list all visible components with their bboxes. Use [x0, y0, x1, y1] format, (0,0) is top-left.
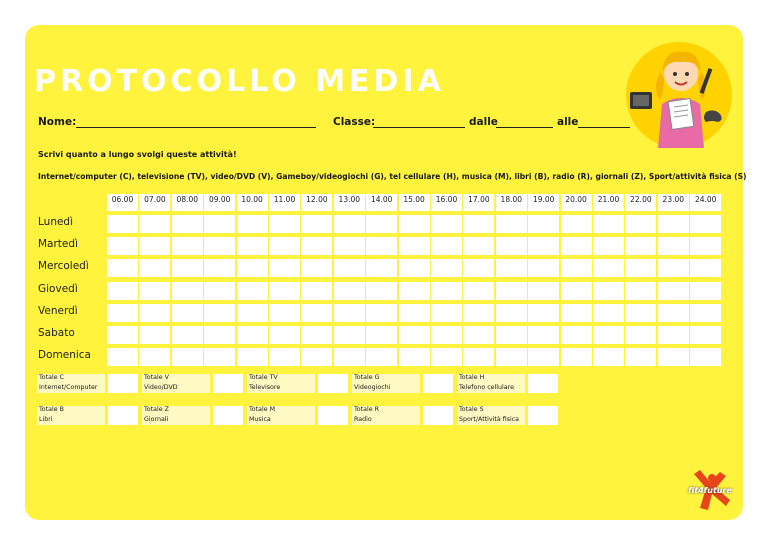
schedule-cell[interactable]	[139, 237, 170, 255]
schedule-cell[interactable]	[139, 282, 170, 300]
total-label	[37, 406, 105, 425]
to-field[interactable]	[578, 127, 630, 128]
hour-header: 19.00	[528, 194, 559, 211]
schedule-cell[interactable]	[172, 215, 203, 233]
total-title: Totale R	[354, 406, 379, 413]
hour-header: 15.00	[399, 194, 430, 211]
total-label	[352, 374, 420, 393]
hour-header: 22.00	[625, 194, 656, 211]
schedule-cell[interactable]	[561, 259, 592, 277]
schedule-cell[interactable]	[301, 215, 332, 233]
schedule-cell[interactable]	[431, 282, 462, 300]
schedule-cell[interactable]	[658, 282, 689, 300]
from-field[interactable]	[496, 127, 553, 128]
total-label	[142, 374, 210, 393]
total-label	[457, 374, 525, 393]
schedule-cell[interactable]	[561, 215, 592, 233]
schedule-cell[interactable]	[528, 282, 559, 300]
schedule-cell[interactable]	[496, 282, 527, 300]
mascot-illustration	[626, 42, 732, 148]
hour-header: 11.00	[269, 194, 300, 211]
total-subtitle: Internet/Computer	[39, 384, 98, 391]
schedule-cell[interactable]	[463, 326, 494, 344]
schedule-cell[interactable]	[561, 237, 592, 255]
schedule-cell[interactable]	[463, 282, 494, 300]
schedule-cell[interactable]	[658, 259, 689, 277]
day-label: Giovedì	[38, 282, 78, 295]
schedule-cell[interactable]	[334, 215, 365, 233]
schedule-cell[interactable]	[496, 215, 527, 233]
schedule-cell[interactable]	[334, 282, 365, 300]
schedule-cell[interactable]	[139, 259, 170, 277]
schedule-cell[interactable]	[172, 259, 203, 277]
schedule-cell[interactable]	[204, 237, 235, 255]
schedule-cell[interactable]	[366, 304, 397, 322]
schedule-cell[interactable]	[431, 326, 462, 344]
schedule-cell[interactable]	[625, 259, 656, 277]
schedule-cell[interactable]	[204, 326, 235, 344]
schedule-cell[interactable]	[463, 259, 494, 277]
schedule-cell[interactable]	[269, 348, 300, 366]
day-label: Sabato	[38, 327, 75, 339]
schedule-cell[interactable]	[593, 237, 624, 255]
total-label	[142, 406, 210, 425]
schedule-cell[interactable]	[496, 237, 527, 255]
schedule-cell[interactable]	[366, 282, 397, 300]
hour-header: 21.00	[593, 194, 624, 211]
schedule-cell[interactable]	[139, 215, 170, 233]
schedule-cell[interactable]	[625, 304, 656, 322]
schedule-cell[interactable]	[107, 304, 138, 322]
schedule-cell[interactable]	[658, 215, 689, 233]
schedule-cell[interactable]	[496, 348, 527, 366]
total-label	[247, 374, 315, 393]
schedule-cell[interactable]	[399, 326, 430, 344]
schedule-cell[interactable]	[593, 348, 624, 366]
schedule-cell[interactable]	[237, 282, 268, 300]
schedule-cell[interactable]	[593, 282, 624, 300]
schedule-cell[interactable]	[528, 237, 559, 255]
schedule-cell[interactable]	[431, 259, 462, 277]
schedule-cell[interactable]	[107, 326, 138, 344]
schedule-cell[interactable]	[431, 215, 462, 233]
schedule-cell[interactable]	[528, 304, 559, 322]
to-label: alle	[557, 116, 579, 128]
hour-header: 17.00	[463, 194, 494, 211]
schedule-cell[interactable]	[107, 282, 138, 300]
schedule-cell[interactable]	[496, 304, 527, 322]
schedule-cell[interactable]	[399, 215, 430, 233]
total-input-box[interactable]	[318, 406, 348, 425]
schedule-cell[interactable]	[690, 215, 721, 233]
hour-header: 06.00	[107, 194, 138, 211]
schedule-cell[interactable]	[204, 215, 235, 233]
schedule-cell[interactable]	[301, 237, 332, 255]
total-label	[37, 374, 105, 393]
schedule-cell[interactable]	[107, 215, 138, 233]
total-subtitle: Videogiochi	[354, 384, 391, 391]
total-subtitle: Giornali	[144, 416, 169, 423]
schedule-cell[interactable]	[301, 348, 332, 366]
total-title: Totale B	[39, 406, 64, 413]
schedule-cell[interactable]	[172, 348, 203, 366]
schedule-cell[interactable]	[625, 237, 656, 255]
hour-header: 07.00	[139, 194, 170, 211]
schedule-cell[interactable]	[107, 259, 138, 277]
schedule-cell[interactable]	[658, 348, 689, 366]
schedule-cell[interactable]	[107, 348, 138, 366]
schedule-cell[interactable]	[561, 326, 592, 344]
schedule-cell[interactable]	[625, 348, 656, 366]
total-subtitle: Telefono cellulare	[459, 384, 514, 391]
schedule-cell[interactable]	[463, 304, 494, 322]
schedule-cell[interactable]	[690, 326, 721, 344]
hour-header: 14.00	[366, 194, 397, 211]
schedule-cell[interactable]	[172, 304, 203, 322]
schedule-cell[interactable]	[269, 304, 300, 322]
schedule-cell[interactable]	[399, 237, 430, 255]
schedule-cell[interactable]	[204, 304, 235, 322]
hour-header: 18.00	[496, 194, 527, 211]
schedule-cell[interactable]	[431, 348, 462, 366]
schedule-cell[interactable]	[334, 259, 365, 277]
schedule-cell[interactable]	[463, 237, 494, 255]
schedule-cell[interactable]	[334, 348, 365, 366]
schedule-cell[interactable]	[237, 237, 268, 255]
hour-header: 16.00	[431, 194, 462, 211]
total-input-box[interactable]	[108, 374, 138, 393]
schedule-cell[interactable]	[690, 259, 721, 277]
schedule-cell[interactable]	[107, 237, 138, 255]
schedule-cell[interactable]	[690, 237, 721, 255]
total-title: Totale Z	[144, 406, 169, 413]
total-title: Totale V	[144, 374, 169, 381]
schedule-cell[interactable]	[334, 326, 365, 344]
schedule-cell[interactable]	[593, 215, 624, 233]
schedule-cell[interactable]	[269, 237, 300, 255]
schedule-cell[interactable]	[139, 326, 170, 344]
total-input-box[interactable]	[423, 374, 453, 393]
schedule-cell[interactable]	[301, 304, 332, 322]
total-subtitle: Televisore	[249, 384, 281, 391]
schedule-cell[interactable]	[334, 237, 365, 255]
logo-text: fit4future	[688, 486, 732, 495]
schedule-cell[interactable]	[269, 326, 300, 344]
total-input-box[interactable]	[213, 406, 243, 425]
schedule-cell[interactable]	[237, 326, 268, 344]
schedule-cell[interactable]	[561, 282, 592, 300]
total-subtitle: Radio	[354, 416, 372, 423]
schedule-cell[interactable]	[561, 348, 592, 366]
schedule-cell[interactable]	[269, 259, 300, 277]
hour-header: 09.00	[204, 194, 235, 211]
schedule-cell[interactable]	[463, 215, 494, 233]
total-title: Totale C	[39, 374, 64, 381]
schedule-cell[interactable]	[625, 326, 656, 344]
schedule-cell[interactable]	[593, 259, 624, 277]
schedule-cell[interactable]	[139, 304, 170, 322]
schedule-cell[interactable]	[334, 304, 365, 322]
hour-header: 10.00	[237, 194, 268, 211]
total-label	[457, 406, 525, 425]
schedule-cell[interactable]	[172, 326, 203, 344]
schedule-cell[interactable]	[139, 348, 170, 366]
schedule-cell[interactable]	[366, 348, 397, 366]
schedule-cell[interactable]	[366, 215, 397, 233]
total-subtitle: Sport/Attività fisica	[459, 416, 520, 423]
total-input-box[interactable]	[108, 406, 138, 425]
schedule-cell[interactable]	[366, 326, 397, 344]
schedule-cell[interactable]	[237, 259, 268, 277]
schedule-cell[interactable]	[593, 326, 624, 344]
schedule-cell[interactable]	[690, 304, 721, 322]
schedule-cell[interactable]	[528, 348, 559, 366]
schedule-cell[interactable]	[269, 282, 300, 300]
girl-with-devices-icon	[626, 42, 732, 148]
schedule-cell[interactable]	[625, 282, 656, 300]
schedule-cell[interactable]	[431, 237, 462, 255]
schedule-cell[interactable]	[301, 259, 332, 277]
class-field[interactable]	[373, 127, 465, 128]
hour-header: 12.00	[301, 194, 332, 211]
total-label	[352, 406, 420, 425]
total-subtitle: Libri	[39, 416, 53, 423]
fit4future-logo	[686, 468, 734, 516]
schedule-cell[interactable]	[561, 304, 592, 322]
schedule-cell[interactable]	[496, 326, 527, 344]
schedule-cell[interactable]	[301, 326, 332, 344]
total-input-box[interactable]	[213, 374, 243, 393]
schedule-cell[interactable]	[237, 304, 268, 322]
schedule-cell[interactable]	[593, 304, 624, 322]
schedule-cell[interactable]	[399, 348, 430, 366]
schedule-cell[interactable]	[690, 282, 721, 300]
total-subtitle: Musica	[249, 416, 271, 423]
hour-header: 23.00	[658, 194, 689, 211]
schedule-cell[interactable]	[690, 348, 721, 366]
schedule-cell[interactable]	[204, 348, 235, 366]
total-input-box[interactable]	[423, 406, 453, 425]
schedule-cell[interactable]	[269, 215, 300, 233]
total-input-box[interactable]	[528, 374, 558, 393]
schedule-cell[interactable]	[658, 326, 689, 344]
schedule-cell[interactable]	[237, 348, 268, 366]
schedule-cell[interactable]	[172, 237, 203, 255]
activity-legend: Internet/computer (C), televisione (TV), video/DVD (V), Gameboy/videogiochi (G), tel cellulare (H), musica (M), libri (B), radio (R), giornali (Z), Sport/attività fisica (S)	[38, 172, 747, 181]
schedule-cell[interactable]	[399, 282, 430, 300]
schedule-cell[interactable]	[237, 215, 268, 233]
total-title: Totale TV	[249, 374, 278, 381]
schedule-cell[interactable]	[204, 282, 235, 300]
total-input-box[interactable]	[528, 406, 558, 425]
hour-header: 08.00	[172, 194, 203, 211]
schedule-cell[interactable]	[625, 215, 656, 233]
day-label: Lunedì	[38, 216, 74, 228]
total-label	[247, 406, 315, 425]
name-field[interactable]	[76, 127, 316, 128]
total-input-box[interactable]	[318, 374, 348, 393]
hour-header: 13.00	[334, 194, 365, 211]
hour-header: 20.00	[561, 194, 592, 211]
total-title: Totale G	[354, 374, 380, 381]
schedule-cell[interactable]	[172, 282, 203, 300]
schedule-cell[interactable]	[366, 237, 397, 255]
class-label: Classe:	[333, 116, 376, 128]
schedule-cell[interactable]	[399, 259, 430, 277]
day-label: Domenica	[38, 349, 91, 362]
schedule-cell[interactable]	[658, 237, 689, 255]
schedule-cell[interactable]	[658, 304, 689, 322]
name-label: Nome:	[38, 116, 77, 128]
from-label: dalle	[469, 116, 498, 128]
day-label: Martedì	[38, 238, 78, 251]
day-label: Venerdì	[38, 304, 78, 317]
schedule-cell[interactable]	[496, 259, 527, 277]
total-title: Totale S	[459, 406, 484, 413]
schedule-cell[interactable]	[301, 282, 332, 300]
schedule-cell[interactable]	[528, 259, 559, 277]
schedule-cell[interactable]	[431, 304, 462, 322]
schedule-cell[interactable]	[528, 326, 559, 344]
day-label: Mercoledì	[38, 260, 89, 273]
schedule-cell[interactable]	[399, 304, 430, 322]
schedule-cell[interactable]	[204, 259, 235, 277]
total-title: Totale H	[459, 374, 485, 381]
hour-header: 24.00	[690, 194, 721, 211]
total-subtitle: Video/DVD	[144, 384, 178, 391]
schedule-cell[interactable]	[366, 259, 397, 277]
instruction-text: Scrivi quanto a lungo svolgi queste attività!	[38, 150, 237, 159]
schedule-cell[interactable]	[528, 215, 559, 233]
schedule-cell[interactable]	[463, 348, 494, 366]
page-title: PROTOCOLLO MEDIA	[34, 64, 445, 99]
total-title: Totale M	[249, 406, 276, 413]
